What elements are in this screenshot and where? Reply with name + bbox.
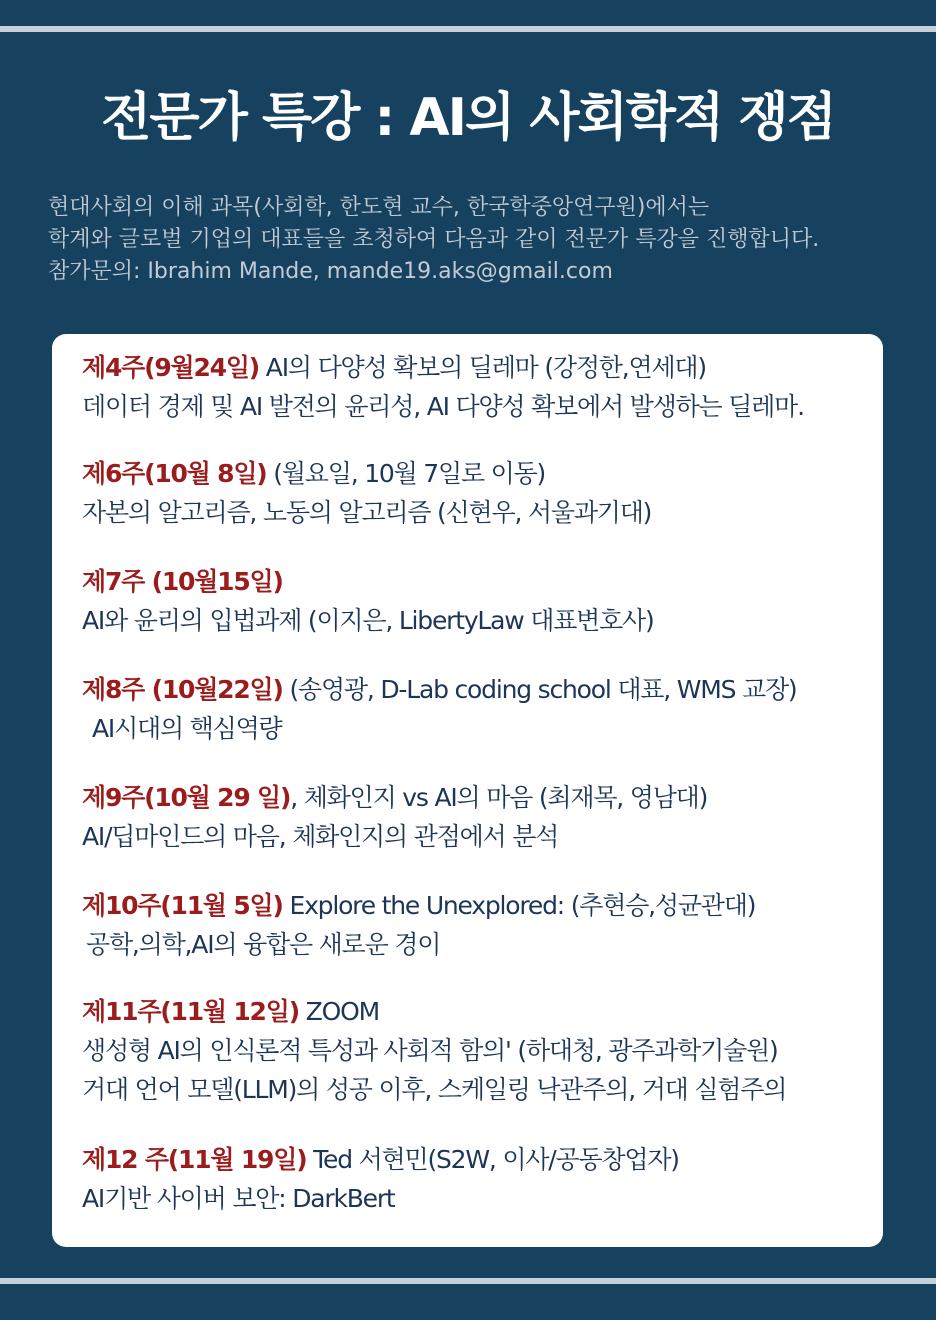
lecture-description: 생성형 AI의 인식론적 특성과 사회적 함의' (하대청, 광주과학기술원) [82, 1036, 778, 1065]
lecture-description: AI시대의 핵심역량 [92, 714, 282, 743]
schedule-card [52, 334, 883, 1247]
lecture-title: , 체화인지 vs AI의 마음 (최재목, 영남대) [290, 783, 708, 812]
intro-text [48, 192, 908, 288]
lecture-title: ZOOM [298, 997, 379, 1026]
lecture-description: 거대 언어 모델(LLM)의 성공 이후, 스케일링 낙관주의, 거대 실험주의 [82, 1075, 787, 1104]
lecture-title: (송영광, D-Lab coding school 대표, WMS 교장) [282, 675, 797, 704]
page-title: 전문가 특강 : AI의 사회학적 쟁점 [101, 88, 835, 148]
intro-line: 학계와 글로벌 기업의 대표들을 초청하여 다음과 같이 전문가 특강을 진행합니다. [48, 227, 820, 252]
lecture-week9 [82, 778, 872, 856]
lecture-description: 공학,의학,AI의 융합은 새로운 경이 [86, 930, 441, 959]
week-label: 제9주(10월 29 일) [82, 783, 291, 812]
lecture-week12 [82, 1140, 872, 1218]
lecture-week11 [82, 992, 872, 1109]
week-label: 제6주(10월 8일) [82, 459, 267, 488]
lecture-description: AI기반 사이버 보안: DarkBert [82, 1184, 395, 1213]
lecture-title: (월요일, 10월 7일로 이동) [266, 459, 546, 488]
intro-line: 현대사회의 이해 과목(사회학, 한도현 교수, 한국학중앙연구원)에서는 [48, 195, 710, 220]
lecture-week6 [82, 454, 872, 532]
week-label: 제10주(11월 5일) [82, 891, 283, 920]
lecture-week4 [82, 348, 872, 426]
top-rule [0, 26, 936, 32]
lecture-week8 [82, 670, 872, 748]
week-label: 제4주(9월24일) [82, 353, 260, 382]
week-label: 제11주(11월 12일) [82, 997, 299, 1026]
lecture-week10 [82, 886, 872, 964]
lecture-title: Ted 서현민(S2W, 이사/공동창업자) [306, 1145, 679, 1174]
contact-line: 참가문의: Ibrahim Mande, mande19.aks@gmail.com [48, 259, 613, 284]
lecture-description: 데이터 경제 및 AI 발전의 윤리성, AI 다양성 확보에서 발생하는 딜레마. [82, 392, 804, 421]
week-label: 제12 주(11월 19일) [82, 1145, 307, 1174]
week-label: 제8주 (10월22일) [82, 675, 283, 704]
lecture-description: AI/딥마인드의 마음, 체화인지의 관점에서 분석 [82, 822, 559, 851]
lecture-title: AI의 다양성 확보의 딜레마 (강정한,연세대) [259, 353, 706, 382]
lecture-description: AI와 윤리의 입법과제 (이지은, LibertyLaw 대표변호사) [82, 606, 654, 635]
lecture-week7 [82, 562, 872, 640]
week-label: 제7주 (10월15일) [82, 567, 283, 596]
bottom-rule [0, 1278, 936, 1284]
lecture-description: 자본의 알고리즘, 노동의 알고리즘 (신현우, 서울과기대) [82, 498, 652, 527]
lecture-title: Explore the Unexplored: (추현승,성균관대) [282, 891, 756, 920]
